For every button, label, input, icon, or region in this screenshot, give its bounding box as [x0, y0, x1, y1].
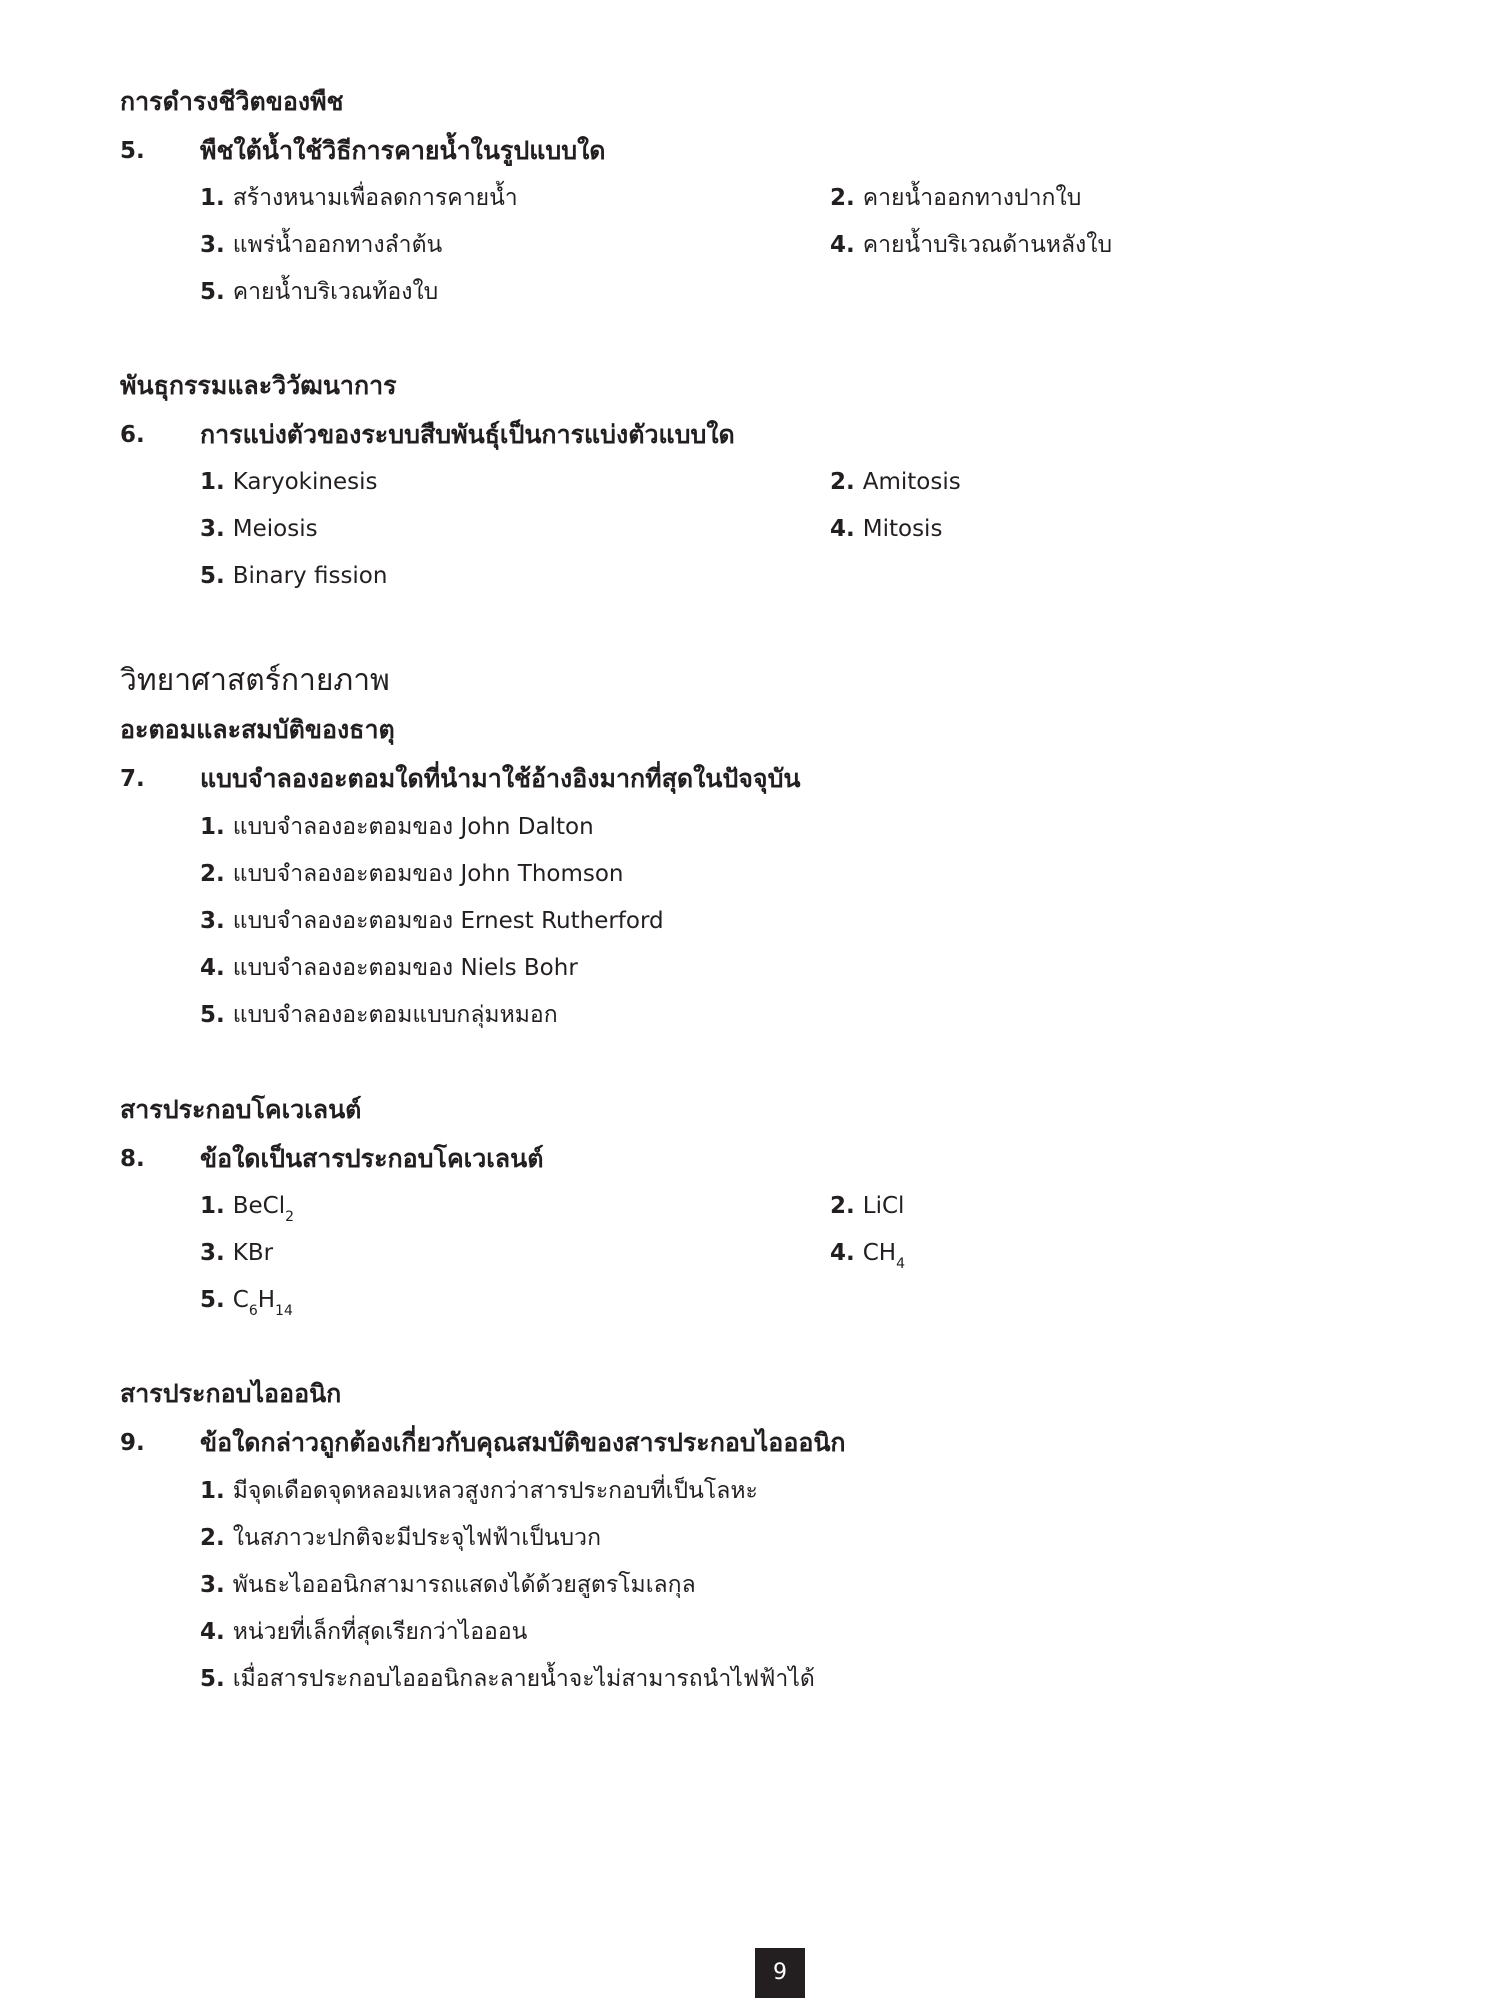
option-4	[830, 1237, 905, 1280]
option-5	[200, 999, 558, 1031]
question-text: พืชใต้น้ำใช้วิธีการคายน้ำในรูปแบบใด	[200, 136, 606, 165]
option-number: 2.	[200, 1525, 225, 1551]
option-2	[830, 182, 1081, 214]
option-text: แบบจำลองอะตอมแบบกลุ่มหมอก	[232, 1002, 558, 1028]
option-5	[200, 1663, 815, 1695]
topic-heading: สารประกอบโคเวเลนต์	[120, 1095, 362, 1124]
option-text: Meiosis	[232, 516, 318, 542]
option-text: พันธะไอออนิกสามารถแสดงได้ด้วยสูตรโมเลกุล	[232, 1572, 696, 1598]
option-number: 2.	[830, 1193, 855, 1219]
option-number: 3.	[200, 1240, 225, 1266]
option-4	[830, 513, 942, 545]
option-text: คายน้ำออกทางปากใบ	[862, 185, 1082, 211]
option-3	[200, 1569, 696, 1601]
option-number: 3.	[200, 516, 225, 542]
option-text: มีจุดเดือดจุดหลอมเหลวสูงกว่าสารประกอบที่เป็นโลหะ	[232, 1478, 758, 1504]
option-number: 3.	[200, 232, 225, 258]
topic-heading: การดำรงชีวิตของพืช	[120, 87, 344, 116]
option-text: เมื่อสารประกอบไอออนิกละลายน้ำจะไม่สามารถนำไฟฟ้าได้	[232, 1666, 815, 1692]
option-number: 4.	[830, 516, 855, 542]
option-1	[200, 811, 594, 843]
page-number: 9	[755, 1948, 805, 1998]
option-number: 5.	[200, 1287, 225, 1313]
question-number: 9.	[120, 1430, 145, 1456]
question-text: แบบจำลองอะตอมใดที่นำมาใช้อ้างอิงมากที่สุดในปัจจุบัน	[200, 764, 801, 793]
formula: BeCl	[232, 1193, 286, 1219]
option-text: สร้างหนามเพื่อลดการคายน้ำ	[232, 185, 518, 211]
option-5	[200, 1284, 293, 1327]
option-1	[200, 1190, 294, 1233]
option-text: Karyokinesis	[232, 469, 378, 495]
question-number: 5.	[120, 138, 145, 164]
option-text: Mitosis	[862, 516, 943, 542]
option-4	[200, 1616, 527, 1648]
topic-heading: สารประกอบไอออนิก	[120, 1379, 342, 1408]
option-number: 2.	[830, 185, 855, 211]
option-text: หน่วยที่เล็กที่สุดเรียกว่าไอออน	[232, 1619, 528, 1645]
option-2	[830, 1190, 904, 1222]
topic-heading: พันธุกรรมและวิวัฒนาการ	[120, 371, 397, 400]
option-text: แบบจำลองอะตอมของ Niels Bohr	[232, 955, 578, 981]
formula: CH	[862, 1240, 897, 1266]
option-5	[200, 560, 387, 592]
option-text: คายน้ำบริเวณท้องใบ	[232, 279, 439, 305]
option-text: แพร่น้ำออกทางลำต้น	[232, 232, 443, 258]
option-number: 2.	[830, 469, 855, 495]
subscript: 4	[896, 1256, 906, 1272]
option-5	[200, 276, 438, 308]
option-number: 1.	[200, 1193, 225, 1219]
option-text: แบบจำลองอะตอมของ John Dalton	[232, 814, 594, 840]
subscript: 14	[275, 1303, 293, 1319]
option-4	[830, 229, 1112, 261]
option-3	[200, 1237, 273, 1269]
option-number: 4.	[200, 1619, 225, 1645]
formula: KBr	[232, 1240, 274, 1266]
option-number: 1.	[200, 1478, 225, 1504]
topic-heading: อะตอมและสมบัติของธาตุ	[120, 715, 395, 744]
option-text: แบบจำลองอะตอมของ John Thomson	[232, 861, 624, 887]
option-text: แบบจำลองอะตอมของ Ernest Rutherford	[232, 908, 664, 934]
option-2	[830, 466, 961, 498]
option-number: 1.	[200, 185, 225, 211]
option-2	[200, 858, 624, 890]
option-text: คายน้ำบริเวณด้านหลังใบ	[862, 232, 1113, 258]
question-number: 7.	[120, 766, 145, 792]
option-1	[200, 1475, 758, 1507]
subscript: 6	[248, 1303, 258, 1319]
question-number: 8.	[120, 1146, 145, 1172]
option-number: 5.	[200, 279, 225, 305]
option-2	[200, 1522, 601, 1554]
option-number: 1.	[200, 469, 225, 495]
option-text: Binary fission	[232, 563, 388, 589]
option-number: 2.	[200, 861, 225, 887]
option-text: ในสภาวะปกติจะมีประจุไฟฟ้าเป็นบวก	[232, 1525, 601, 1551]
option-number: 4.	[200, 955, 225, 981]
option-3	[200, 905, 664, 937]
section-heading: วิทยาศาสตร์กายภาพ	[120, 663, 390, 698]
option-number: 4.	[830, 1240, 855, 1266]
formula: LiCl	[862, 1193, 905, 1219]
option-number: 5.	[200, 1002, 225, 1028]
question-number: 6.	[120, 422, 145, 448]
option-number: 3.	[200, 908, 225, 934]
question-text: การแบ่งตัวของระบบสืบพันธุ์เป็นการแบ่งตัวแบบใด	[200, 420, 735, 449]
option-3	[200, 513, 318, 545]
question-text: ข้อใดกล่าวถูกต้องเกี่ยวกับคุณสมบัติของสารประกอบไอออนิก	[200, 1428, 846, 1457]
option-number: 5.	[200, 563, 225, 589]
option-number: 1.	[200, 814, 225, 840]
option-number: 3.	[200, 1572, 225, 1598]
option-1	[200, 466, 377, 498]
option-text: Amitosis	[862, 469, 961, 495]
question-text: ข้อใดเป็นสารประกอบโคเวเลนต์	[200, 1144, 544, 1173]
option-4	[200, 952, 578, 984]
formula-element: H	[257, 1287, 276, 1313]
option-1	[200, 182, 518, 214]
option-3	[200, 229, 442, 261]
subscript: 2	[285, 1209, 295, 1225]
option-number: 5.	[200, 1666, 225, 1692]
option-number: 4.	[830, 232, 855, 258]
formula-element: C	[232, 1287, 249, 1313]
